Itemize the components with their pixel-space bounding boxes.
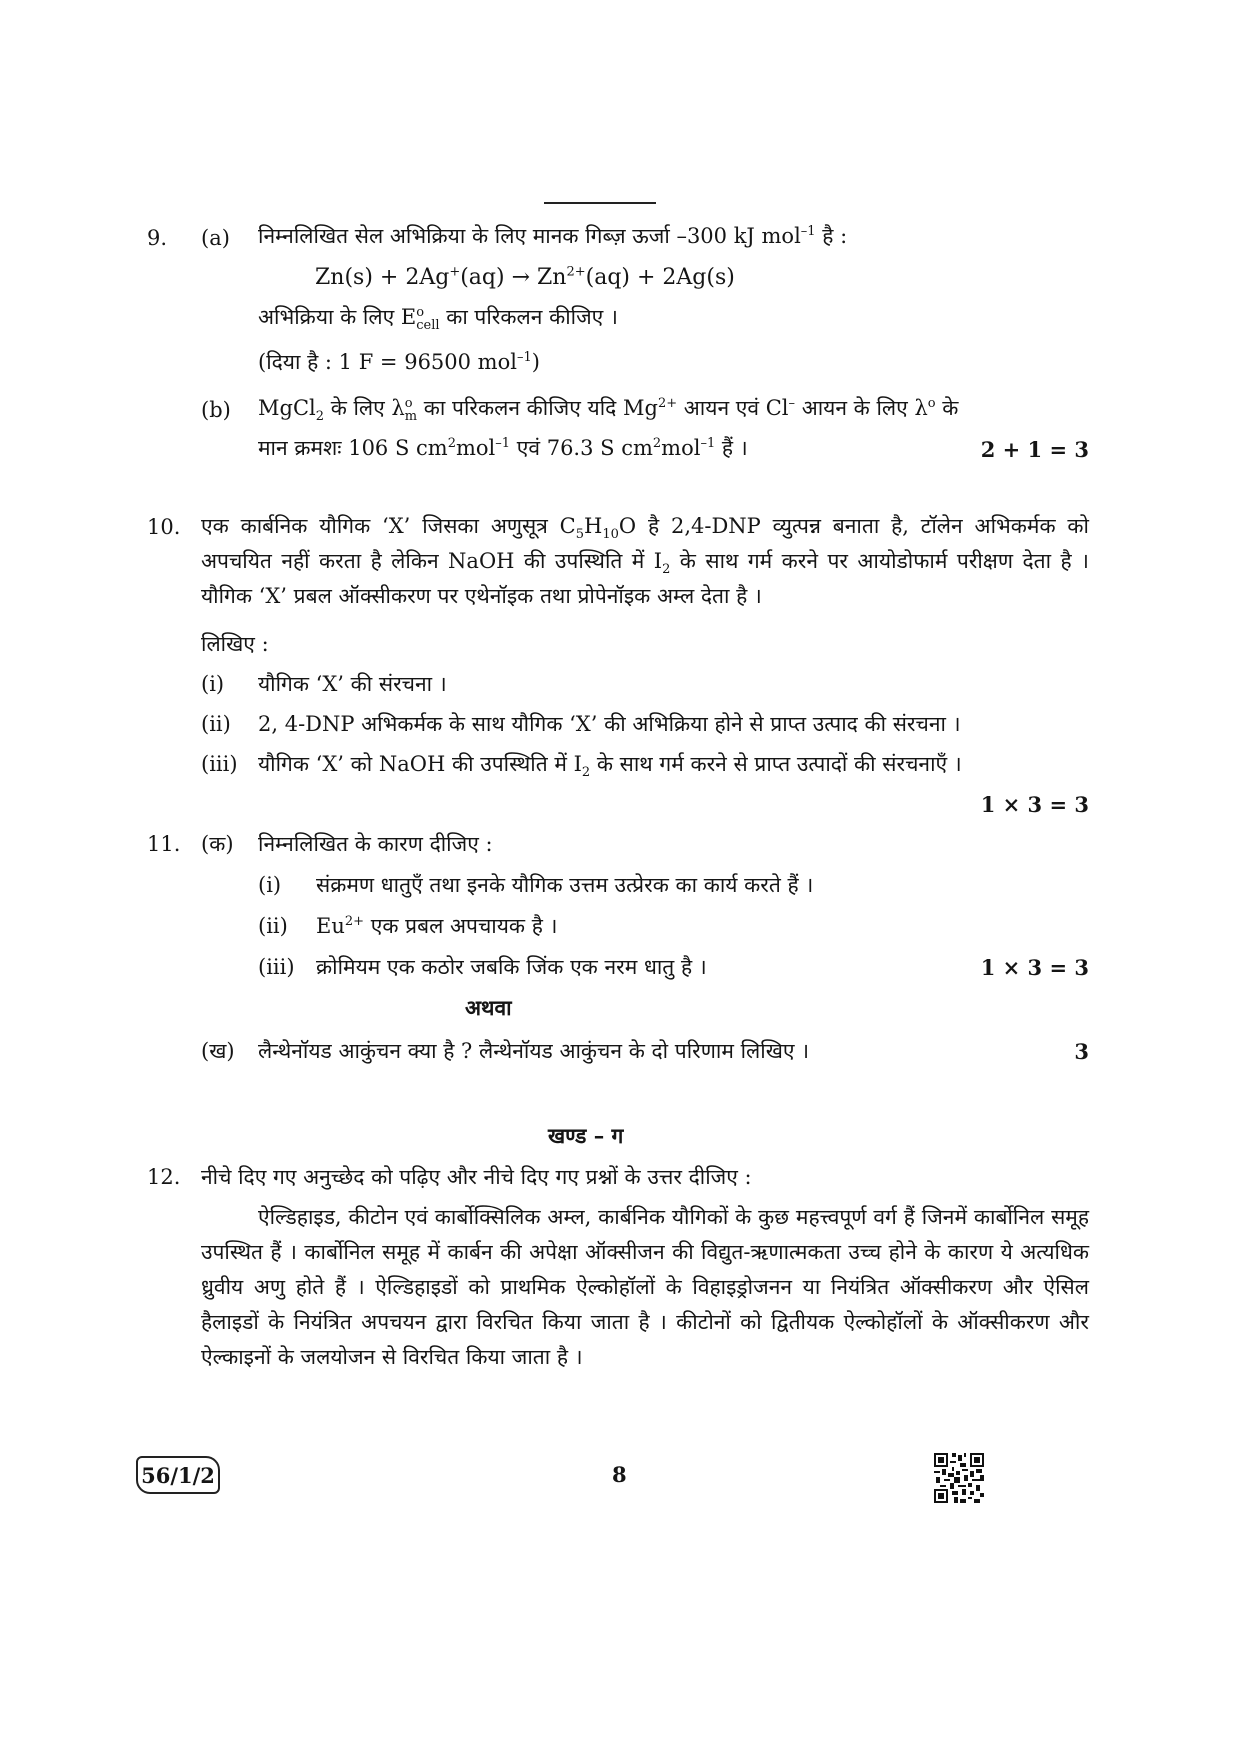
top-rule — [544, 202, 656, 204]
section-heading: खण्ड – ग — [548, 1123, 624, 1148]
q11-ka-text: निम्नलिखित के कारण दीजिए : — [258, 832, 493, 856]
q9-a-label: (a) — [201, 226, 230, 250]
q10-ii-label: (ii) — [201, 712, 231, 736]
q9-equation: $Zn(s) + 2Ag^+(aq) \to Zn^{2+}(aq) + 2Ag(s)$ — [315, 264, 735, 290]
q9-given: (दिया है : 1 F = 96500 mol$^{-1}$) — [258, 350, 540, 374]
q12-number: 12. — [147, 1165, 181, 1189]
q11-number: 11. — [147, 832, 181, 856]
q11-kha-label: (ख) — [201, 1039, 235, 1063]
q9-b-label: (b) — [201, 398, 231, 422]
q10-ii-text: 2, 4-DNP अभिकर्मक के साथ यौगिक ‘X’ की अभिक्रिया होने से प्राप्त उत्पाद की संरचना । — [258, 712, 961, 736]
q9-calc-text: अभिक्रिया के लिए E o cell का परिकलन कीजिए । — [258, 304, 618, 333]
q10-number: 10. — [147, 515, 181, 539]
q9-number: 9. — [147, 226, 168, 250]
q12-intro: नीचे दिए गए अनुच्छेद को पढ़िए और नीचे दिए गए प्रश्नों के उत्तर दीजिए : — [201, 1165, 752, 1189]
q10-i-label: (i) — [201, 672, 225, 696]
q10-paragraph: एक कार्बनिक यौगिक ‘X’ जिसका अणुसूत्र $C_5H_{10}O$ है 2,4-DNP व्युत्पन्न बनाता है, टॉलेन अभिकर्मक को अपचयित नहीं करता है लेकिन NaOH की उपस्थिति में $I_2$ के साथ गर्म करने पर आयोडोफार्म परीक्षण देता है । यौगिक ‘X’ प्रबल ऑक्सीकरण पर एथेनॉइक तथा प्रोपेनॉइक अम्ल देता है । — [201, 514, 1089, 608]
q9-a-text: निम्नलिखित सेल अभिक्रिया के लिए मानक गिब्ज़ ऊर्जा –300 kJ mol$^{-1}$ है : — [258, 224, 848, 248]
q10-marks: 1 × 3 = 3 — [980, 792, 1089, 817]
page-number: 8 — [612, 1462, 627, 1487]
q10-i-text: यौगिक ‘X’ की संरचना । — [258, 672, 447, 696]
q11-i-label: (i) — [258, 873, 282, 897]
q11-ii-text: $Eu^{2+}$ एक प्रबल अपचायक है । — [316, 914, 558, 938]
q11-kha-text: लैन्थेनॉयड आकुंचन क्या है ? लैन्थेनॉयड आकुंचन के दो परिणाम लिखिए । — [258, 1039, 810, 1063]
q11-marks-b: 3 — [1074, 1039, 1089, 1064]
q11-or: अथवा — [465, 995, 512, 1020]
paper-code-badge: 56/1/2 — [136, 1456, 220, 1494]
q11-iii-text: क्रोमियम एक कठोर जबकि जिंक एक नरम धातु है । — [316, 955, 707, 979]
q9-b-line2: मान क्रमशः 106 S $cm^2mol^{-1}$ एवं 76.3 S $cm^2mol^{-1}$ हैं । — [258, 436, 748, 460]
q11-ii-label: (ii) — [258, 914, 288, 938]
q11-marks-a: 1 × 3 = 3 — [980, 955, 1089, 980]
q12-passage: ऐल्डिहाइड, कीटोन एवं कार्बोक्सिलिक अम्ल, कार्बनिक यौगिकों के कुछ महत्त्वपूर्ण वर्ग हैं जिनमें कार्बोनिल समूह उपस्थित हैं । कार्बोनिल समूह में कार्बन की अपेक्षा ऑक्सीजन की विद्युत-ऋणात्मकता उच्च होने के कारण ये अत्यधिक ध्रुवीय अणु होते हैं । ऐल्डिहाइडों को प्राथमिक ऐल्कोहॉलों के विहाइड्रोजनन या नियंत्रित ऑक्सीकरण और ऐसिल हैलाइडों के नियंत्रित अपचयन द्वारा विरचित किया जाता है । कीटोनों को द्वितीयक ऐल्कोहॉलों के ऑक्सीकरण और ऐल्काइनों के जलयोजन से विरचित किया जाता है । — [201, 1205, 1089, 1369]
q11-iii-label: (iii) — [258, 955, 295, 979]
q10-iii-text: यौगिक ‘X’ को NaOH की उपस्थिति में $I_2$ के साथ गर्म करने से प्राप्त उत्पादों की संरचनाएँ । — [258, 752, 962, 781]
q11-ka-label: (क) — [201, 832, 234, 856]
qr-code-icon — [934, 1453, 984, 1503]
q10-write: लिखिए : — [201, 632, 269, 656]
q9-b-line1: MgCl$_2$ के लिए λ o m का परिकलन कीजिए यदि $Mg^{2+}$ आयन एवं Cl– आयन के लिए $\lambda^o$ के — [258, 395, 959, 425]
q10-iii-label: (iii) — [201, 752, 238, 776]
q11-i-text: संक्रमण धातुएँ तथा इनके यौगिक उत्तम उत्प्रेरक का कार्य करते हैं । — [316, 873, 814, 897]
q9-marks: 2 + 1 = 3 — [980, 437, 1089, 462]
